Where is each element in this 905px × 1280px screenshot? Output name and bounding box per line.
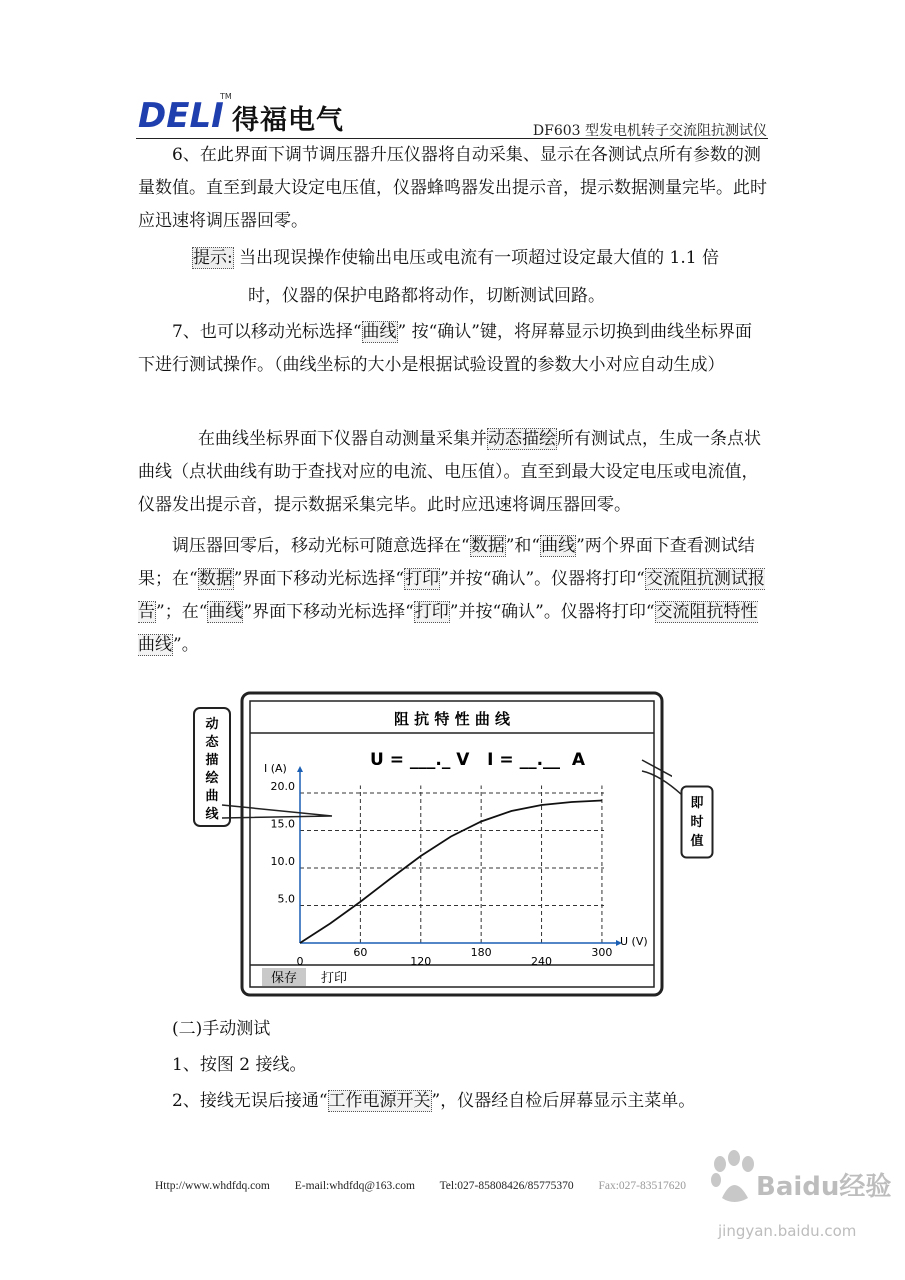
text-run: 调压器回零后，移动光标可随意选择在“ — [172, 536, 470, 556]
tip-note — [192, 242, 768, 275]
highlight-curve: 曲线 — [362, 322, 397, 342]
highlight-power-switch: 工作电源开关 — [328, 1091, 431, 1111]
callout-left-char: 线 — [205, 807, 219, 822]
highlight-curve: 曲线 — [541, 536, 576, 556]
text-run: ”；在“ — [156, 602, 208, 622]
x-tick-label: 60 — [353, 946, 368, 959]
paragraph-step-6 — [138, 139, 768, 238]
footer-phone: Tel:027-85808426/85775370 — [439, 1180, 574, 1192]
text-run: ”界面下移动光标选择“ — [243, 602, 414, 622]
x-tick-label: 120 — [410, 955, 432, 968]
callout-right-char: 即 — [690, 796, 704, 811]
highlight-data: 数据 — [470, 536, 505, 556]
text-run: ”。 — [173, 635, 199, 655]
y-tick-label: 5.0 — [277, 892, 295, 906]
impedance-curve-figure — [192, 690, 672, 1004]
callout-left-char: 曲 — [205, 789, 219, 804]
text-run: ”，仪器经自检后屏幕显示主菜单。 — [431, 1091, 696, 1111]
trademark-mark: TM — [220, 92, 232, 101]
x-axis-label: U (V) — [620, 935, 648, 948]
y-axis-label: I (A) — [264, 762, 287, 775]
logo-letters: DELI — [138, 97, 224, 131]
footer-website[interactable]: Http://www.whdfdq.com — [155, 1180, 270, 1192]
text-run: ”并按“确认”。仪器将打印“ — [449, 602, 655, 622]
text-run: ”界面下移动光标选择“ — [233, 569, 405, 589]
section-manual-test-title: (二)手动测试 — [172, 1019, 271, 1039]
text-run: 7、也可以移动光标选择“ — [172, 322, 362, 342]
paragraph-step-6-text: 6、在此界面下调节调压器升压仪器将自动采集、显示在各测试点所有参数的测量数值。直至到最大设定电压值，仪器蜂鸣器发出提示音，提示数据测量完毕。此时应迅速将调压器回零。 — [138, 145, 767, 231]
x-tick-label: 240 — [531, 955, 553, 968]
print-button[interactable]: 打印 — [320, 971, 348, 986]
callout-instant-value-text — [689, 796, 703, 849]
callout-right-connector — [640, 765, 690, 805]
y-tick-label: 20.0 — [270, 780, 295, 793]
text-run: 在曲线坐标界面下仪器自动测量采集并 — [198, 429, 487, 449]
deli-logo-icon — [138, 97, 226, 131]
text-run: ” 按“确认”键，将屏幕显示切换到曲线坐标界面下进行测试操作。（曲线坐标的大小是根据试验设置的参数大小对应自动生成） — [138, 322, 752, 375]
footer-email[interactable]: E-mail:whdfdq@163.com — [294, 1180, 415, 1192]
connector-line — [642, 771, 682, 795]
watermark-url: jingyan.baidu.com — [718, 1222, 857, 1240]
highlight-characteristic-curve: 交流阻抗特性曲线 — [138, 602, 758, 655]
tip-line-2: 时，仪器的保护电路都将动作，切断测试回路。 — [248, 286, 605, 306]
save-button-label: 保存 — [270, 971, 298, 986]
callout-left-char: 态 — [205, 735, 219, 750]
baidu-paw-icon — [708, 1150, 758, 1205]
callout-right-char: 值 — [690, 834, 704, 849]
callout-right-char: 时 — [690, 815, 704, 830]
text-run: ”和“ — [505, 536, 541, 556]
x-tick-label: 180 — [470, 946, 492, 959]
callout-left-char: 动 — [205, 717, 219, 732]
manual-step-2 — [172, 1086, 695, 1111]
callout-left-char: 描 — [205, 753, 219, 768]
text-run: ”并按“确认”。仪器将打印“ — [440, 569, 645, 589]
company-name: 得福电气 — [232, 105, 344, 136]
y-tick-label: 15.0 — [270, 817, 295, 831]
x-tick-label: 0 — [296, 955, 304, 968]
paragraph-review-results — [138, 530, 768, 662]
y-tick-label: 10.0 — [270, 855, 295, 868]
highlight-print: 打印 — [414, 602, 449, 622]
highlight-dynamic-draw: 动态描绘 — [488, 429, 556, 449]
text-run: 2、接线无误后接通“ — [172, 1091, 328, 1111]
footer-fax: Fax:027-83517620 — [598, 1180, 686, 1192]
document-title: DF603 型发电机转子交流阻抗测试仪 — [532, 123, 767, 139]
paragraph-step-7 — [138, 316, 768, 382]
highlight-report: 交流阻抗测试报告 — [138, 569, 765, 622]
highlight-data: 数据 — [198, 569, 233, 589]
text-run: 所有测试点，生成一条点状曲线（点状曲线有助于查找对应的电流、电压值）。直至到最大设定电压或电流值，仪器发出提示音，提示数据采集完毕。此时应迅速将调压器回零。 — [138, 429, 761, 515]
screen-title: 阻 抗 特 性 曲 线 — [393, 710, 511, 728]
paragraph-curve-mode — [138, 423, 768, 522]
manual-step-1: 1、按图 2 接线。 — [172, 1055, 307, 1075]
text-run: ”两个界面下查看测试结果；在“ — [138, 536, 755, 589]
highlight-curve: 曲线 — [208, 602, 243, 622]
live-readout: U = ___._ V I = __.__ A — [370, 750, 586, 770]
tip-line-2-row — [248, 280, 768, 313]
tip-line-1: 当出现误操作使输出电压或电流有一项超过设定最大值的 1.1 倍 — [239, 248, 719, 268]
x-tick-label: 300 — [591, 946, 613, 959]
watermark-brand: Baidu经验 — [756, 1172, 892, 1202]
page-footer — [155, 1180, 708, 1192]
tip-label: 提示: — [193, 248, 233, 268]
highlight-print: 打印 — [405, 569, 440, 589]
callout-left-char: 绘 — [205, 771, 219, 786]
